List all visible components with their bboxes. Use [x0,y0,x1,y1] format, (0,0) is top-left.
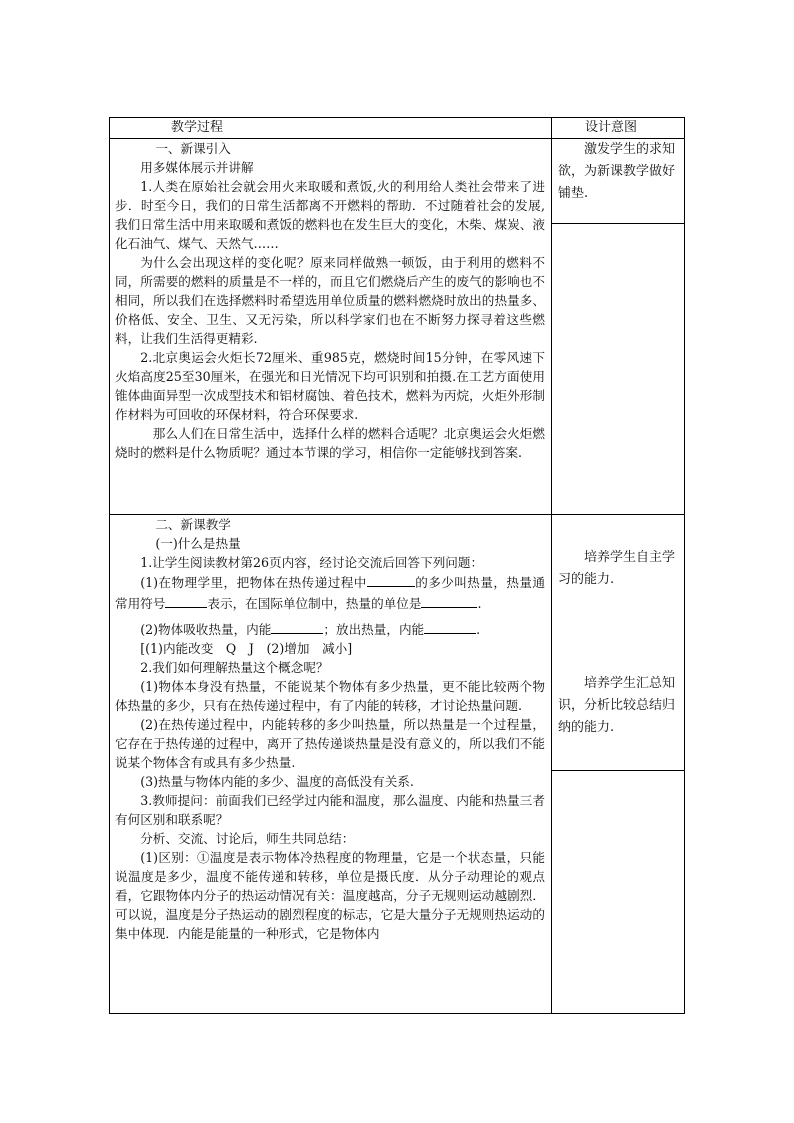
table-border-bottom [109,1013,685,1014]
intro-paragraph-4: 那么人们在日常生活中，选择什么样的燃料合适呢？北京奥运会火炬燃烧时的燃料是什么物质呢？通过本节课的学习，相信你一定能够找到答案. [115,426,545,460]
intro-paragraph-2: 为什么会出现这样的变化呢？原来同样做熟一顿饭，由于利用的燃料不同，所需要的燃料的质量是不一样的，而且它们燃烧后产生的废气的影响也不相同，所以我们在选择燃料时希望选用单位质量的燃料燃烧时放出的热量多、价格低、安全、卫生、又无污染，所以科学家们也在不断努力探寻着这些燃料，让我们生活得更精彩. [115,255,545,346]
question-2 [115,620,545,639]
design-intent-1-text: 激发学生的求知欲，为新课教学做好铺垫. [558,142,676,201]
table-border-left [109,117,110,1014]
section-new-lesson [115,515,545,943]
heat-point-1: (1)物体本身没有热量，不能说某个物体有多少热量，更不能比较两个物体热量的多少，只有在热传递过程中，有了内能的转移，才讨论热量问题. [115,679,545,713]
section-intro-sub: 用多媒体展示并讲解 [140,160,254,175]
heat-point-3: (3)热量与物体内能的多少、温度的高低没有关系. [140,774,414,789]
side-divider-2 [551,770,685,771]
blank-3 [421,595,477,608]
q1-part-b: 的多少叫热量，热量通常用符号 [115,575,546,611]
header-teaching-process: 教学过程 [171,120,224,135]
design-intent-3 [558,673,678,739]
teacher-summary: 分析、交流、讨论后，师生共同总结： [140,831,355,846]
section-new-sub: (一)什么是热量 [155,536,241,551]
design-intent-2 [558,547,678,591]
q2-part-b: ；放出热量，内能 [323,622,425,637]
teacher-question: 3.教师提问：前面我们已经学过内能和温度，那么温度、内能和热量三者有何区别和联系呢？ [115,793,545,827]
header-design-intent: 设计意图 [585,120,638,135]
section-intro-heading: 一、新课引入 [155,141,231,156]
design-intent-2-text: 培养学生自主学习的能力. [558,550,676,587]
question-intro: 1.让学生阅读教材第26页内容，经讨论交流后回答下列问题： [140,555,484,570]
q1-part-c: 表示，在国际单位制中，热量的单位是 [207,596,422,611]
section-new-heading: 二、新课教学 [155,517,231,532]
table-border-right [684,117,685,1014]
section-intro [115,139,545,462]
design-intent-3-text: 培养学生汇总知识，分析比较总结归纳的能力. [558,676,676,735]
side-divider-1 [551,223,685,224]
blank-1 [367,574,415,587]
lesson-table [109,117,685,1014]
blank-2 [165,595,207,608]
question-1 [115,572,545,614]
q2-part-a: (2)物体吸收热量，内能 [140,622,272,637]
design-intent-1 [558,139,678,205]
q1-part-d: . [477,596,482,611]
intro-paragraph-1: 1.人类在原始社会就会用火来取暖和煮饭,火的利用给人类社会带来了进步．时至今日，我们的日常生活都离不开燃料的帮助．不过随着社会的发展,我们日常生活中用来取暖和煮饭的燃料也在发生巨大的变化，木柴、煤炭、液化石油气、煤气、天然气…… [115,179,545,251]
intro-paragraph-3: 2.北京奥运会火炬长72厘米、重985克，燃烧时间15分钟，在零风速下火焰高度25至30厘米，在强光和日光情况下均可识别和拍摄.在工艺方面使用锥体曲面异型一次成型技术和铝材腐蚀、着色技术，燃料为丙烷，火炬外形制作材料为可回收的环保材料，符合环保要求. [115,350,545,422]
q1-part-a: (1)在物理学里，把物体在热传递过程中 [140,575,367,590]
q2-part-c: . [476,622,481,637]
blank-4 [271,621,323,634]
answer-key: [(1)内能改变 Q J (2)增加 减小] [140,641,353,656]
question-how: 2.我们如何理解热量这个概念呢？ [140,660,329,675]
blank-5 [424,621,476,634]
heat-point-2: (2)在热传递过程中，内能转移的多少叫热量，所以热量是一个过程量，它存在于热传递的过程中，离开了热传递谈热量是没有意义的，所以我们不能说某个物体含有或具有多少热量. [115,717,545,770]
column-divider [551,117,552,1014]
difference-text: (1)区别：①温度是表示物体冷热程度的物理量，它是一个状态量，只能说温度是多少，温度不能传递和转移，单位是摄氏度．从分子动理论的观点看，它跟物体内分子的热运动情况有关：温度越高，分子无规则运动越剧烈．可以说，温度是分子热运动的剧烈程度的标志，它是大量分子无规则热运动的集中体现．内能是能量的一种形式，它是物体内 [115,850,545,941]
